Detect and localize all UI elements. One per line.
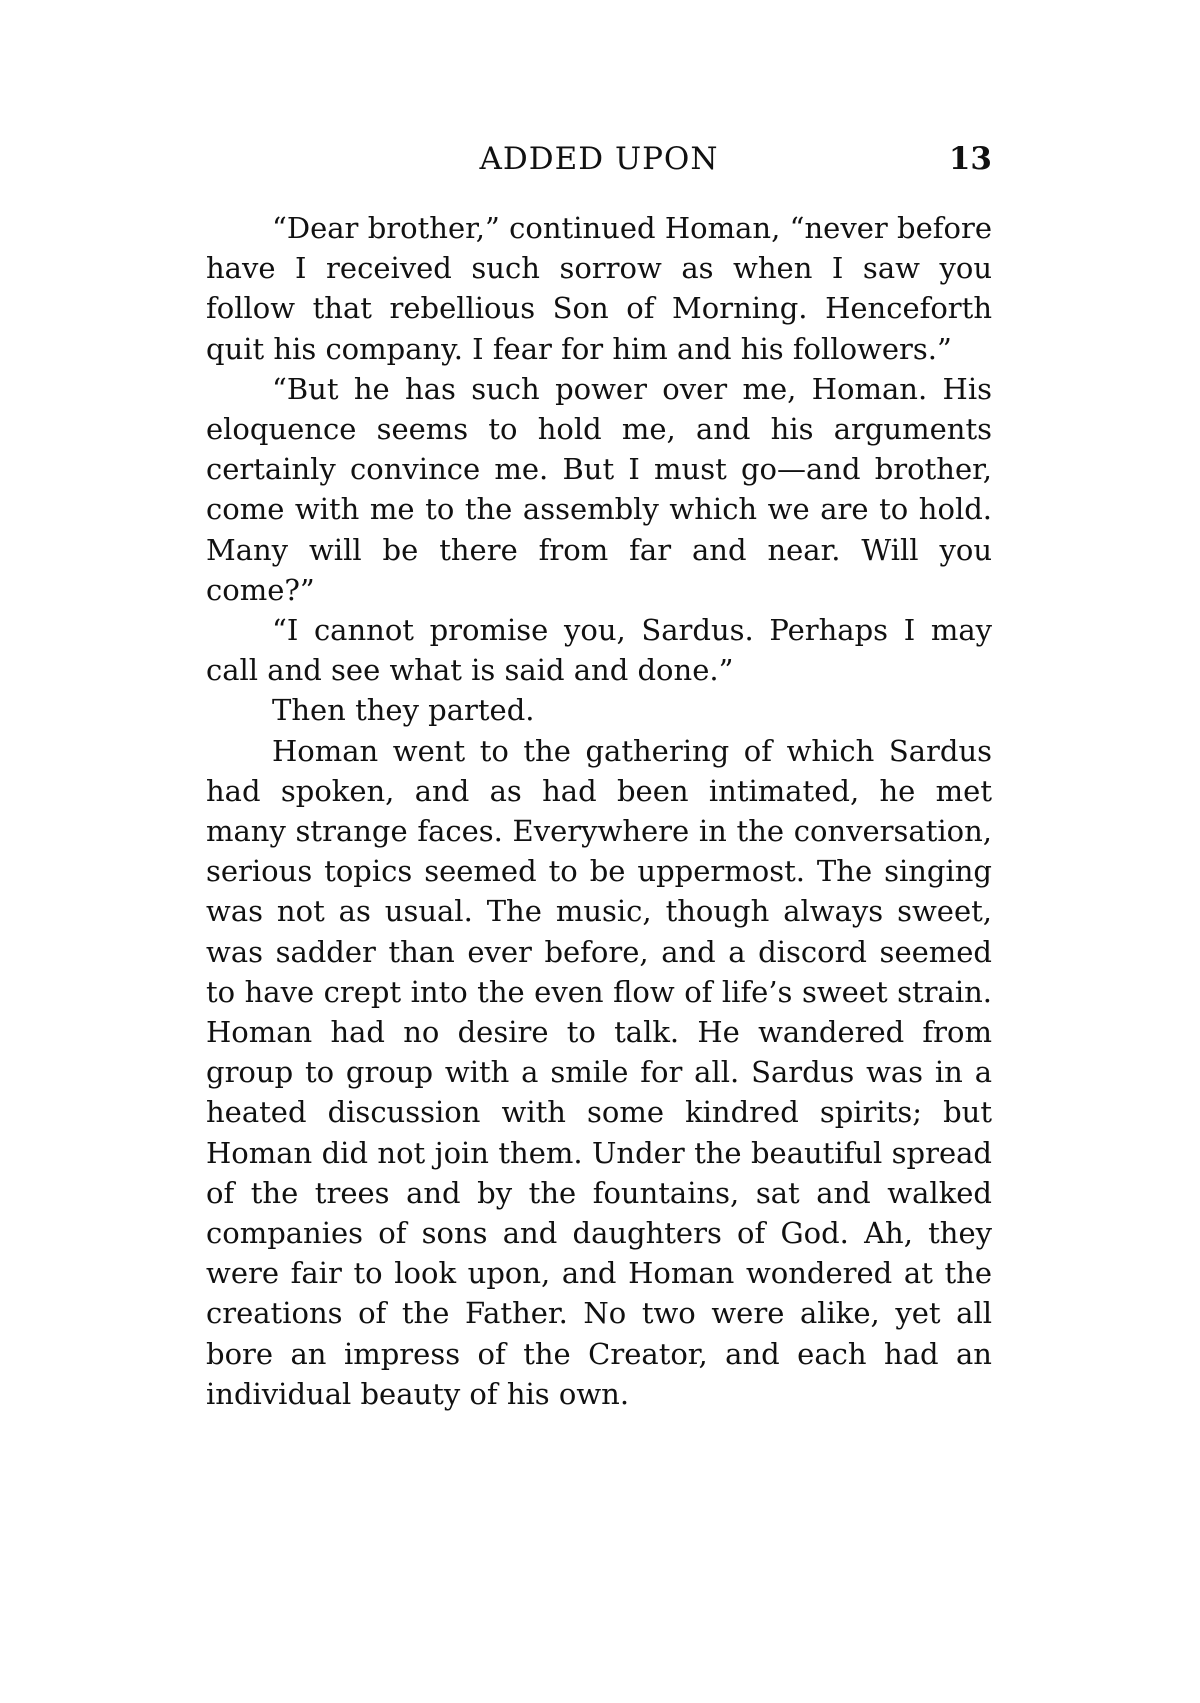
page-number: 13: [948, 141, 992, 177]
paragraph-1: “Dear brother,” continued Homan, “never before have I received such sorrow as when I saw you follow that rebellious Son of Morning. Henceforth quit his company. I fear for him and his followers.”: [206, 211, 992, 366]
running-head: [206, 136, 992, 182]
paragraph-2: “But he has such power over me, Homan. His eloquence seems to hold me, and his arguments certainly convince me. But I must go—and brother, come with me to the assembly which we are to hold. Many will be there from far and near. Will you come?”: [206, 371, 992, 607]
paragraph-5: Homan went to the gathering of which Sardus had spoken, and as had been intimated, he met many strange faces. Everywhere in the conversation, serious topics seemed to be uppermost. The singing was not as usual. The music, though always sweet, was sadder than ever before, and a discord seemed to have crept into the even flow of life’s sweet strain. Homan had no desire to talk. He wandered from group to group with a smile for all. Sardus was in a heated discussion with some kindred spirits; but Homan did not join them. Under the beautiful spread of the trees and by the fountains, sat and walked companies of sons and daughters of God. Ah, they were fair to look upon, and Homan wondered at the creations of the Father. No two were alike, yet all bore an impress of the Creator, and each had an individual beauty of his own.: [206, 733, 992, 1411]
paragraph-3: “I cannot promise you, Sardus. Perhaps I may call and see what is said and done.”: [206, 613, 992, 688]
running-title: ADDED UPON: [479, 141, 719, 177]
text-block: [206, 208, 992, 1414]
paragraph-4: Then they parted.: [272, 693, 535, 728]
